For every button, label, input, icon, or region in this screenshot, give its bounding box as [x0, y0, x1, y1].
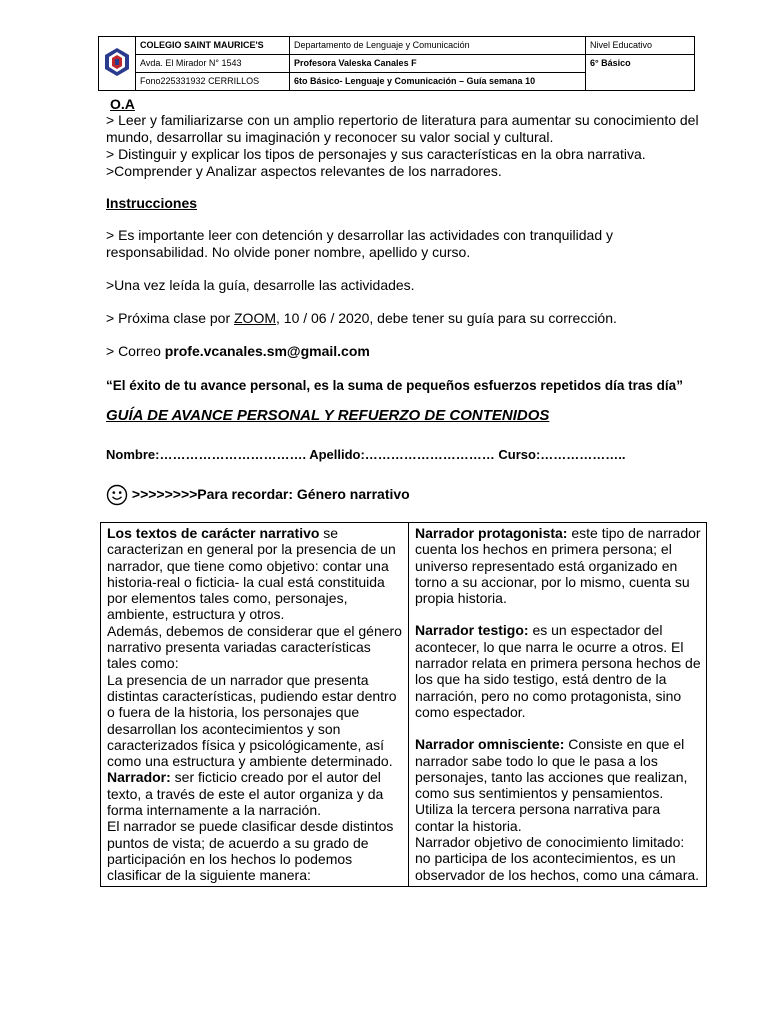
reminder-text: >>>>>>>>Para recordar: Género narrativo [131, 486, 410, 502]
school-address: Avda. El Mirador N° 1543 [136, 55, 290, 73]
logo-cell [99, 37, 136, 91]
course-guide: 6to Básico- Lenguaje y Comunicación – Guía semana 10 [290, 73, 586, 91]
term-bold: Narrador: [107, 769, 171, 786]
instruction-paragraph: >Una vez leída la guía, desarrolle las actividades. [106, 277, 415, 293]
guide-title: GUÍA DE AVANCE PERSONAL Y REFUERZO DE CONTENIDOS [106, 407, 550, 424]
paragraph-text: se caracterizan en general por la presencia de un narrador, que tiene como objetivo: contar una historia-real o ficticia- la cual está constituida por elementos tales como, personajes, ambiente, estructura y otros. [107, 525, 396, 623]
school-phone: Fono225331932 CERRILLOS [136, 73, 290, 91]
right-column [409, 523, 707, 887]
motivational-quote: “El éxito de tu avance personal, es la suma de pequeños esfuerzos repetidos día tras día” [106, 378, 683, 393]
teacher-name: Profesora Valeska Canales F [290, 55, 586, 73]
objective-narrator-paragraph: Narrador objetivo de conocimiento limitado: no participa de los acontecimientos, es un observador de los hechos, como una cámara. [415, 834, 700, 883]
instruction-paragraph [106, 310, 617, 327]
term-bold: Los textos de carácter narrativo [107, 525, 320, 541]
name-line: Nombre:……………………………. Apellido:………………………… Curso:……………….. [106, 447, 626, 462]
department: Departamento de Lenguaje y Comunicación [290, 37, 586, 55]
objectives-title: O.A [110, 96, 135, 112]
reminder-line [106, 483, 410, 506]
smiley-icon [106, 484, 128, 506]
witness-narrator-paragraph [415, 622, 702, 720]
objective-item: >Comprender y Analizar aspectos relevantes de los narradores. [106, 163, 502, 179]
paragraph-text: es un espectador del acontecer, lo que narra le ocurre a otros. El narrador relata en primera persona hechos de los que ha sido testigo, está dentro de la narración, pero no como protagonista, sino como espectador. [415, 622, 701, 720]
narrator-presence-paragraph: La presencia de un narrador que presenta distintas características, pudiendo estar dentro o fuera de la historia, los personajes que desarrollan los acontecimientos y son caracterizados física y psicológicamente, así como una estructura y ambiente determinado. [107, 671, 397, 770]
narrator-definition-paragraph [107, 769, 404, 818]
next-class-date: , 10 / 06 / 2020, debe tener su guía para su corrección. [276, 310, 617, 326]
paragraph-text: este tipo de narrador cuenta los hechos en primera persona; el universo representado está organizado en torno a su accionar, por lo mismo, cuenta su propia historia. [415, 525, 701, 607]
omniscient-narrator-paragraph [415, 736, 702, 834]
term-bold: Narrador testigo: [415, 622, 529, 639]
term-bold: Narrador protagonista: [415, 525, 568, 541]
narrator-classification-paragraph: El narrador se puede clasificar desde distintos puntos de vista; de acuerdo a su grado de participación en los hechos lo podemos clasificar de la siguiente manera: [107, 818, 394, 884]
objective-item: > Leer y familiarizarse con un amplio repertorio de literatura para aumentar su conocimiento del mundo, desarrollar su imaginación y reconocer su valor social y cultural. [106, 112, 699, 145]
objective-item: > Distinguir y explicar los tipos de personajes y sus características en la obra narrativa. [106, 146, 646, 162]
next-class-text: > Próxima clase por [106, 310, 234, 326]
term-bold: Narrador omnisciente: [415, 736, 565, 753]
school-crest-icon [102, 47, 132, 77]
paragraph-text: ser ficticio creado por el autor del texto, a través de este el autor organiza y da forma internamente a la narración. [107, 769, 384, 819]
left-column [101, 523, 409, 887]
level-value: 6° Básico [586, 55, 695, 91]
email-paragraph [106, 343, 370, 360]
document-header [98, 36, 695, 91]
protagonist-narrator-paragraph [415, 525, 702, 606]
instruction-paragraph: > Es importante leer con detención y desarrollar las actividades con tranquilidad y responsabilidad. No olvide poner nombre, apellido y curso. [106, 227, 614, 260]
email-address[interactable]: profe.vcanales.sm@gmail.com [164, 343, 370, 359]
zoom-link[interactable]: ZOOM [234, 310, 276, 326]
characteristics-paragraph: Además, debemos de considerar que el género narrativo presenta variadas características tales como: [107, 622, 402, 672]
level-label: Nivel Educativo [586, 37, 695, 55]
email-label: > Correo [106, 343, 165, 359]
narrative-genre-table [100, 522, 707, 887]
school-name: COLEGIO SAINT MAURICE'S [136, 37, 290, 55]
instructions-title: Instrucciones [106, 195, 198, 211]
paragraph-text: Consiste en que el narrador sabe todo lo que le pasa a los personajes, tanto las acciones que realizan, como sus sentimientos y pensamientos. Utiliza la tercera persona narrativa para contar la historia. [415, 736, 688, 834]
narrative-texts-paragraph [107, 525, 404, 623]
